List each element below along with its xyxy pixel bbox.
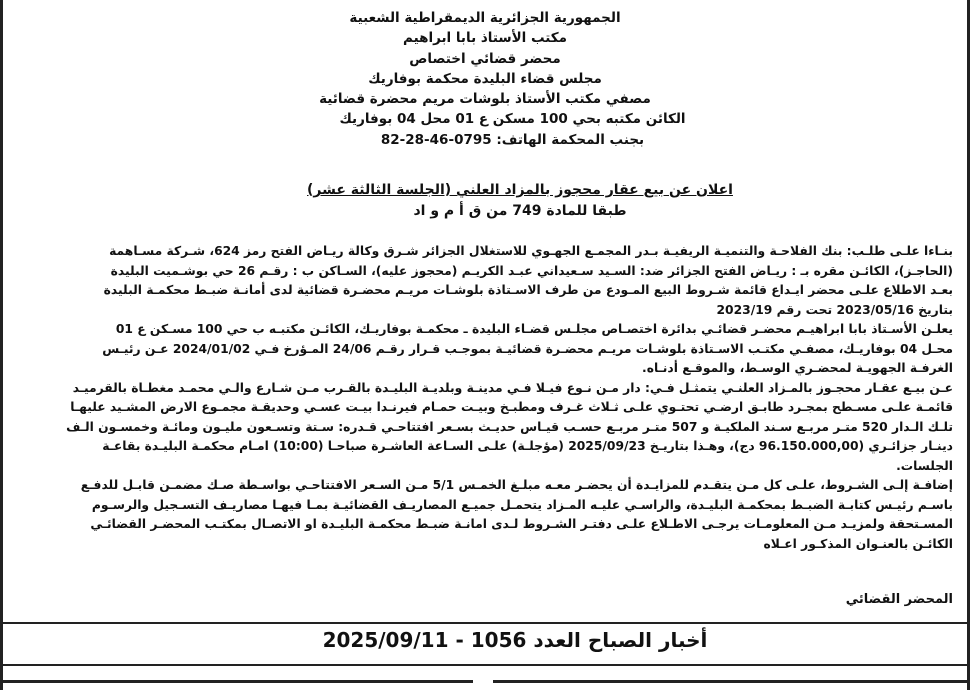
bottom-border-right — [493, 680, 967, 683]
body-line: الكائـن بالعنـوان المذكـور اعـلاه — [763, 536, 953, 551]
body-line: دينـار جزائـري (96.150.000,00 دج)، وهـذا بتاريـخ 2025/09/23 (مؤجلـة) علـى السـاعة العاشـرة صباحـا (10:00) امـام محكمـة البليـدة بقاعـة — [102, 439, 953, 453]
title-main: اعلان عن بيع عقار محجوز بالمزاد العلني (الجلسة الثالثة عشر) — [307, 182, 733, 198]
body-line: الغرفـة الجهويـة لمحضـري الوسـط، والموقـع أدنـاه. — [642, 361, 953, 375]
body-line: الجلسات. — [896, 458, 953, 473]
body-line: (الحاجـز)، الكائـن مقره بـ : ريـاض الفتح الجزائر ضد: السـيد سـعيداني عبـد الكريـم (محجوز عليه)، السـاكن ب : رقـم 26 حي بوشـميت البليدة — [110, 263, 953, 278]
header-line-court: مجلس قضاء البليدة محكمة بوفاريك — [368, 70, 602, 87]
footer-divider-bottom — [3, 664, 967, 666]
header-line-liquidator: مصفي مكتب الأستاذ بلوشات مريم محضرة قضائية — [319, 91, 651, 108]
header-line-republic: الجمهورية الجزائرية الديمقراطية الشعبية — [349, 10, 621, 26]
body-line: باسـم رئيـس كتابـة الضبـط بمحكمـة البليـدة، والراسـي عليـه المـزاد يتحمـل جميـع المصاريـف القضائيـة بمـا فيهـا مصاريـف التسـجيل والرسـوم — [91, 497, 953, 512]
body-line: محـل 04 بوفاريـك، مصفـي مكتـب الاسـتاذة بلوشـات مريـم محضـرة قضائيـة بموجـب قـرار رقـم 24/06 المـؤرخ فـي 2024/01/02 عـن رئيـس — [102, 341, 953, 356]
body-line: قائمـة علـى مسـطح بمجـرد طابـق ارضـي تحتـوي علـى ثـلاث غـرف ومطبـخ وبيـت حمـام فيرنـدا بيـت عسـي وحديقـة مجمـوع الارض المشـيد عليهـا — [70, 400, 953, 414]
body-line: المسـتحقة ولمزيـد مـن المعلومـات يرجـى الاطـلاع علـى دفتـر الشـروط لـدى امانـة ضبـط محكمـة البليـدة او الاتصـال بمكتـب المحضـر القضائـي — [90, 517, 953, 531]
footer-divider-top — [3, 622, 967, 624]
title-article: طبقا للمادة 749 من ق أ م و اد — [413, 203, 627, 219]
header-line-address: الكائن مكتبه بحي 100 مسكن ع 01 محل 04 بوفاريك — [339, 111, 686, 128]
newspaper-footer — [3, 628, 967, 652]
body-line: بتاريخ 2023/05/16 تحت رقم 2023/19 — [716, 302, 953, 317]
bottom-border-left — [3, 680, 473, 683]
header-line-office: مكتب الأستاذ بابا ابراهيم — [402, 30, 568, 47]
signature-label: المحضر القضائي — [845, 592, 953, 607]
header-line-bailiff: محضر قضائي اختصاص — [409, 50, 561, 67]
body-line: عـن بيـع عقـار محجـوز بالمـزاد العلنـي يتمثـل فـي: دار مـن نـوع فيـلا فـي مدينـة وبلديـة البليـدة بالقـرب مـن شـارع والـي محمـد مغطـاة بالقرميـد — [72, 380, 953, 395]
letterhead — [3, 8, 967, 150]
body-line: إضافـة إلـى الشـروط، علـى كل مـن يتقـدم للمزايـدة أن يحضـر معـه مبلـغ الخمـس 5/1 مـن السـعر الافتتاحـي بواسـطة صـك مضمـن قابـل للدفـع — [80, 478, 953, 492]
announcement-body — [17, 242, 953, 554]
body-line: تلـك الـدار 520 متـر مربـع سـند الملكيـة و 507 متـر مربـع حسـب قيـاس حديـث بسـعر افتتاحـي قـدره: سـتة وتسـعون مليـون ومائـة وخمسـون الـف — [66, 419, 953, 434]
body-line: يعلـن الأسـتاذ بابا ابراهيـم محضـر قضائـي بدائرة اختصـاص مجلـس قضـاء البليدة ـ محكمـة بوفاريـك، الكائـن مكتبـه ب حي 100 مسـكن ع 01 — [115, 322, 953, 336]
announcement-title — [3, 180, 967, 222]
footer-text: أخبار الصباح العدد 1056 - 2025/09/11 — [322, 628, 708, 652]
bottom-border — [3, 680, 967, 690]
body-line: بعـد الاطلاع علـى محضر ايـداع قائمة شـروط البيع المـودع من طرف الاسـتاذة بلوشـات مريـم محضـرة قضائية لدى أمانـة ضبـط محكمـة البليدة — [103, 283, 953, 297]
body-line: بنـاءا علـى طلـب: بنك الفلاحـة والتنميـة الريفيـة بـدر المجمـع الجهـوي للاستغلال الجزائر شـرق وكالة ريـاض الفتح رمز 624، شـركة مسـاهمة — [109, 244, 953, 258]
header-line-phone: بجنب المحكمة الهاتف: 0795-46-28-82 — [380, 131, 645, 148]
